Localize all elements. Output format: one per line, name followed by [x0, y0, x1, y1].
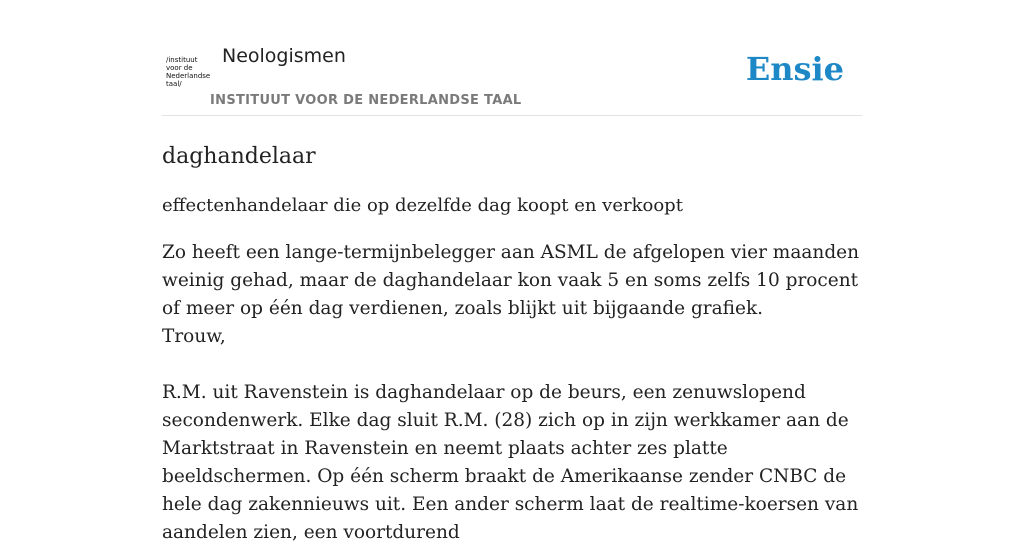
ensie-brand-logo[interactable]: Ensie [745, 50, 844, 88]
page-container [162, 0, 862, 547]
example-quote [162, 379, 862, 547]
logo-line: /instituut [166, 56, 198, 64]
example-quote [162, 239, 862, 351]
site-header [162, 0, 862, 116]
example-text: Zo heeft een lange-termijnbelegger aan ASML de afgelopen vier maanden weinig gehad, maar de daghandelaar kon vaak 5 en soms zelfs 10 procent of meer op één dag verdienen, zoals blijkt uit bijgaande grafiek. [162, 242, 860, 319]
site-title[interactable]: Neologismen [222, 45, 346, 67]
entry-term: daghandelaar [162, 144, 316, 169]
example-text: R.M. uit Ravenstein is daghandelaar op de beurs, een zenuwslopend secondenwerk. Elke dag sluit R.M. (28) zich op in zijn werkkamer aan de Marktstraat in Ravenstein en neemt plaats achter zes platte beeldschermen. Op één scherm braakt de Amerikaanse zender CNBC de hele dag zakennieuws uit. Een ander scherm laat de realtime-koersen van aandelen zien, een voortdurend [162, 382, 859, 543]
ivdnt-logo[interactable] [166, 56, 210, 88]
logo-line: voor de [166, 64, 193, 72]
logo-line: Nederlandse [166, 72, 211, 80]
example-source: Trouw, [162, 326, 226, 347]
logo-line: taal/ [166, 80, 182, 88]
entry-definition: effectenhandelaar die op dezelfde dag koopt en verkoopt [162, 195, 683, 216]
example-quotes [162, 239, 862, 547]
organization-name: INSTITUUT VOOR DE NEDERLANDSE TAAL [210, 93, 522, 108]
